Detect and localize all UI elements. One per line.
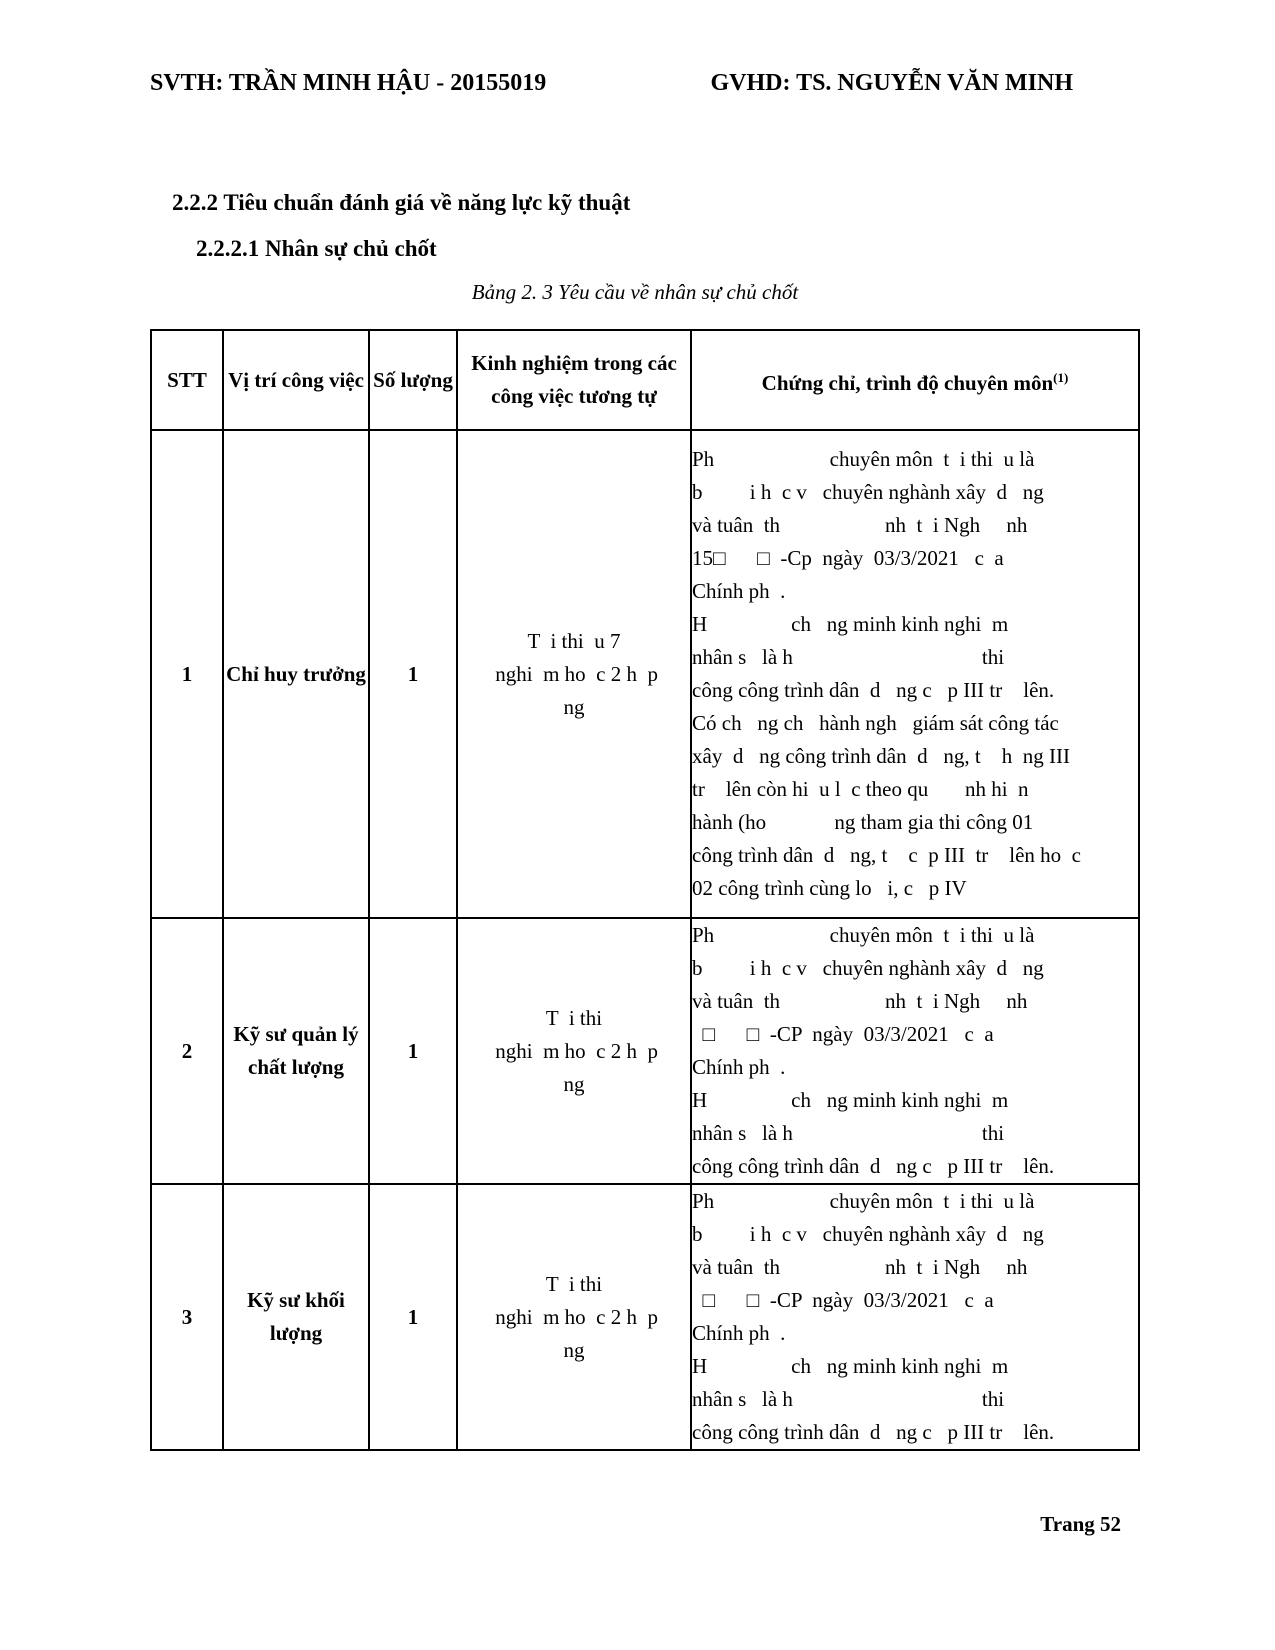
cell-position: Kỹ sư quản lý chất lượng <box>223 918 369 1184</box>
cell-experience: T i thi u 7 nghi m ho c 2 h p ng <box>457 430 691 918</box>
header-student: SVTH: TRẦN MINH HẬU - 20155019 <box>150 70 547 96</box>
subsection-title: 2.2.2.1 Nhân sự chủ chốt <box>196 236 437 261</box>
cell-quantity: 1 <box>369 430 457 918</box>
cell-experience: T i thi nghi m ho c 2 h p ng <box>457 1184 691 1450</box>
cell-position: Kỹ sư khối lượng <box>223 1184 369 1450</box>
cell-stt: 2 <box>151 918 223 1184</box>
header-experience: Kinh nghiệm trong các công việc tương tự <box>457 330 691 430</box>
page-number: Trang 52 <box>1040 1512 1121 1536</box>
personnel-requirements-table <box>150 329 1140 1451</box>
cell-stt: 1 <box>151 430 223 918</box>
table-row <box>151 1184 1139 1450</box>
header-quantity: Số lượng <box>369 330 457 430</box>
cell-quantity: 1 <box>369 1184 457 1450</box>
cell-experience: T i thi nghi m ho c 2 h p ng <box>457 918 691 1184</box>
section-title: 2.2.2 Tiêu chuẩn đánh giá về năng lực kỹ thuật <box>172 190 631 215</box>
cell-position: Chỉ huy trưởng <box>223 430 369 918</box>
cell-quantity: 1 <box>369 918 457 1184</box>
cell-stt: 3 <box>151 1184 223 1450</box>
cell-requirement: Ph chuyên môn t i thi u là b i h c v chuyên nghành xây d ng và tuân th nh t i Ngh nh □ □ -CP ngày 03/3/2021 c a Chính ph . H ch ng minh kinh nghi m nhân s là h thi công công trình dân d ng c p III tr lên. <box>691 918 1139 1184</box>
table-row <box>151 918 1139 1184</box>
table-row <box>151 430 1139 918</box>
cell-requirement: Ph chuyên môn t i thi u là b i h c v chuyên nghành xây d ng và tuân th nh t i Ngh nh 15□ □ -Cp ngày 03/3/2021 c a Chính ph . H ch ng minh kinh nghi m nhân s là h thi công công trình dân d ng c p III tr lên. Có ch ng ch hành ngh giám sát công tác xây d ng công trình dân d ng, t h ng III tr lên còn hi u l c theo qu nh hi n hành (ho ng tham gia thi công 01 công trình dân d ng, t c p III tr lên ho c 02 công trình cùng lo i, c p IV <box>691 430 1139 918</box>
table-header-row <box>151 330 1139 430</box>
header-stt: STT <box>151 330 223 430</box>
header-position: Vị trí công việc <box>223 330 369 430</box>
cell-requirement: Ph chuyên môn t i thi u là b i h c v chuyên nghành xây d ng và tuân th nh t i Ngh nh □ □ -CP ngày 03/3/2021 c a Chính ph . H ch ng minh kinh nghi m nhân s là h thi công công trình dân d ng c p III tr lên. <box>691 1184 1139 1450</box>
header-supervisor: GVHD: TS. NGUYỄN VĂN MINH <box>710 70 1073 96</box>
table-caption: Bảng 2. 3 Yêu cầu về nhân sự chủ chốt <box>471 280 799 304</box>
header-requirement: Chứng chỉ, trình độ chuyên môn$^{(1)}$ <box>691 330 1139 430</box>
